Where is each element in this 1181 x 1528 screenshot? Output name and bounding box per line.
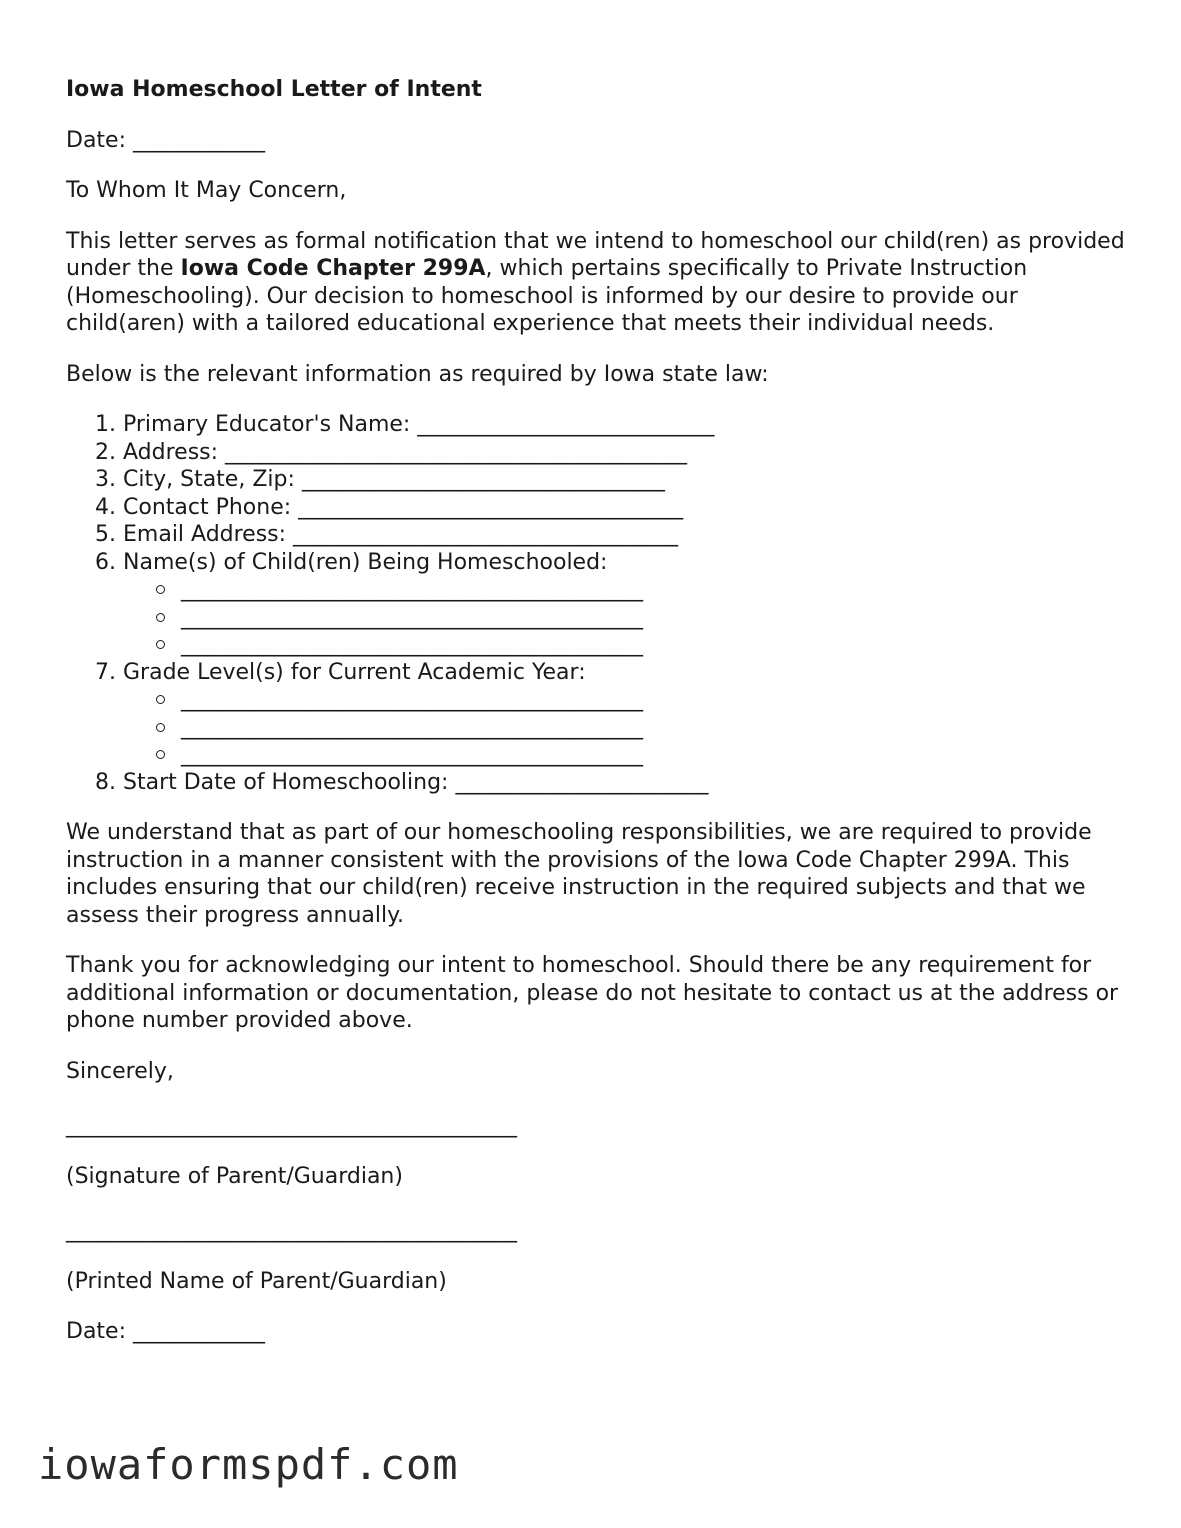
- circle-bullet-icon: [156, 723, 165, 732]
- intro-text-before: This letter serves as formal notification that we intend to homeschool our child(ren) as provided under the: [66, 228, 1125, 281]
- children-blank-item: [181, 576, 1126, 604]
- blank-line: __________________________________________: [181, 714, 643, 740]
- blank-line: __________________________________________: [181, 687, 643, 712]
- children-blank-item: [181, 604, 1126, 632]
- grade-blank-list: [123, 686, 1126, 769]
- signature-line: _________________________________________: [66, 1113, 517, 1138]
- item-number: 4.: [95, 494, 116, 520]
- responsibility-paragraph: We understand that as part of our homeschooling responsibilities, we are required to provide instruction in a manner consistent with the provisions of the Iowa Code Chapter 299A. This includes ensuring that our child(ren) receive instruction in the required subjects and that we assess their progress annually.: [66, 820, 1092, 928]
- closing: Sincerely,: [66, 1058, 174, 1084]
- info-item-start-date: [95, 769, 1126, 797]
- item-text: City, State, Zip: _________________________________: [123, 467, 665, 492]
- info-item-grade-levels: [95, 659, 1126, 769]
- intro-code-reference: Iowa Code Chapter 299A: [180, 256, 486, 281]
- info-lead: Below is the relevant information as required by Iowa state law:: [66, 361, 769, 387]
- final-date-line: Date: ____________: [66, 1319, 265, 1344]
- intro-text-after: , which pertains specifically to Private Instruction (Homeschooling). Our decision to homeschool is informed by our desire to provide our child(aren) with a tailored educational experience that meets their individual needs.: [66, 256, 1028, 336]
- info-item-children-names: [95, 549, 1126, 659]
- grade-blank-item: [181, 714, 1126, 742]
- grade-blank-item: [181, 686, 1126, 714]
- circle-bullet-icon: [156, 750, 165, 759]
- signature-caption: (Signature of Parent/Guardian): [66, 1163, 403, 1189]
- children-blank-item: [181, 631, 1126, 659]
- printed-name-caption: (Printed Name of Parent/Guardian): [66, 1268, 447, 1294]
- info-item-address: [95, 439, 1126, 467]
- thanks-paragraph: Thank you for acknowledging our intent to homeschool. Should there be any requirement for additional information or documentation, please do not hesitate to contact us at the address or phone number provided above.: [66, 953, 1119, 1033]
- item-number: 8.: [95, 769, 116, 795]
- info-item-city-state-zip: [95, 466, 1126, 494]
- item-number: 1.: [95, 412, 116, 437]
- circle-bullet-icon: [156, 695, 165, 704]
- circle-bullet-icon: [156, 640, 165, 649]
- blank-line: __________________________________________: [181, 632, 643, 657]
- letter-title: Iowa Homeschool Letter of Intent: [66, 77, 482, 102]
- children-blank-list: [123, 576, 1126, 659]
- salutation: To Whom It May Concern,: [66, 178, 347, 203]
- date-line: Date: ____________: [66, 127, 265, 153]
- item-text: Contact Phone: ___________________________________: [123, 494, 684, 520]
- letter-page: [66, 76, 1126, 1369]
- item-number: 6.: [95, 549, 116, 575]
- circle-bullet-icon: [156, 613, 165, 622]
- circle-bullet-icon: [156, 585, 165, 594]
- blank-line: __________________________________________: [181, 604, 643, 630]
- info-item-email: [95, 521, 1126, 549]
- item-text: Grade Level(s) for Current Academic Year:: [123, 659, 586, 685]
- item-text: Primary Educator's Name: ___________________________: [123, 412, 715, 437]
- item-number: 7.: [95, 659, 116, 685]
- blank-line: __________________________________________: [181, 742, 643, 767]
- item-text: Address: __________________________________________: [123, 439, 688, 465]
- item-text: Start Date of Homeschooling: _______________________: [123, 769, 709, 795]
- item-text: Email Address: ___________________________________: [123, 522, 679, 547]
- grade-blank-item: [181, 741, 1126, 769]
- blank-line: __________________________________________: [181, 577, 643, 602]
- item-number: 3.: [95, 467, 116, 492]
- intro-paragraph: [66, 228, 1126, 338]
- watermark-logo: iowaformspdf.com: [38, 1440, 459, 1489]
- info-item-contact-phone: [95, 494, 1126, 522]
- printed-name-line: _________________________________________: [66, 1218, 517, 1243]
- item-number: 2.: [95, 439, 116, 465]
- info-list: [66, 411, 1126, 796]
- info-item-educator-name: [95, 411, 1126, 439]
- item-text: Name(s) of Child(ren) Being Homeschooled:: [123, 549, 608, 575]
- item-number: 5.: [95, 522, 116, 547]
